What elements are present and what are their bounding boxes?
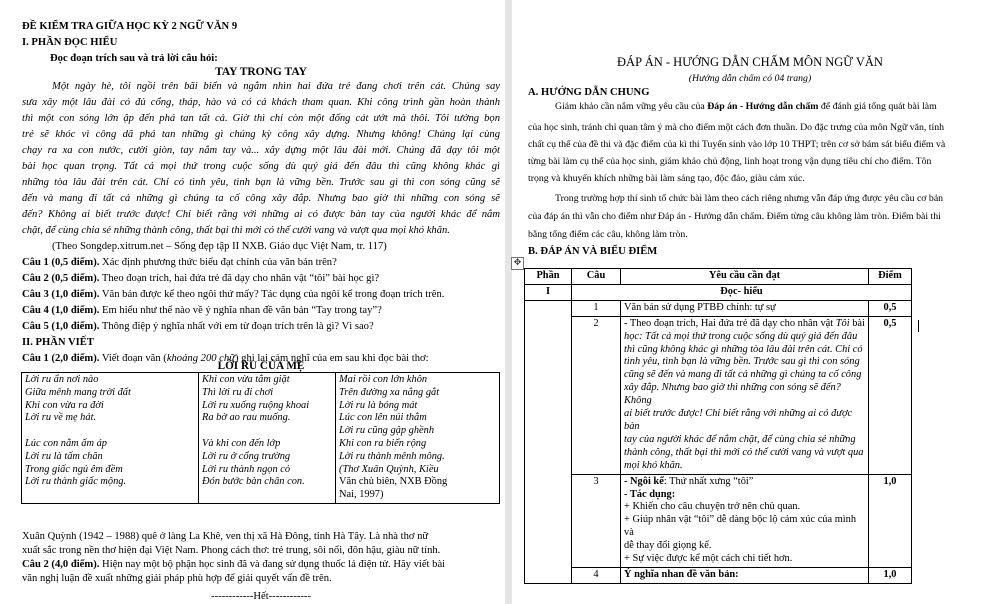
table-row [525,567,912,583]
table-header-row [525,269,912,285]
answer-title: ĐÁP ÁN - HƯỚNG DẪN CHẤM MÔN NGỮ VĂN [617,55,883,69]
header-requirement: Yêu cầu cần đạt [621,269,869,285]
question-number: 2 [572,316,621,474]
score-cell: 0,5 [869,300,912,316]
header-score: Điểm [869,269,912,285]
passage-line: sưa xây một lâu đài có đủ cổng, tháp, hào và có cả khách tham quan. Khi công trình gần hoàn thành [22,97,500,108]
poem-column-3: Mai rồi con lớn khôn Trên đường xa nắng gắt Lời ru là bóng mát Lúc con lên núi thẳm Lời ru cũng gập ghềnh Khi con ra biển rộng Lời ru thành mênh mông. (Thơ Xuân Quỳnh, Kiều Văn chủ biên, NXB Đồng Nai, 1997) [336,373,500,504]
writing-question-2: Câu 2 (4,0 điểm). Hiện nay một bộ phận học sinh đã và đang sử dụng thuốc lá điện tử. Hãy viết bài [22,559,446,570]
header-part: Phần [525,269,572,285]
score-cell: 1,0 [869,567,912,583]
poem-column-1: Lời ru ẩn nơi nào Giữa mênh mang trời đất Khi con vừa ra đời Lời ru về mẹ hát. Lúc con nằm ấm áp Lời ru là tấm chăn Trong giấc ngủ êm đềm Lời ru thành giấc mộng. [22,373,199,504]
guidance-line: trọng và khuyến khích những bài làm sáng tạo, độc đáo, giàu cảm xúc. [528,173,805,184]
author-note: Xuân Quỳnh (1942 – 1988) quê ở làng La Khê, ven thị xã Hà Đông, tỉnh Hà Tây. Là nhà thơ nữ [22,531,429,542]
guidance-line: chất cụ thể của đề thi và đặc điểm của kì thi Tuyển sinh vào lớp 10 THPT; trên cơ sở bám sát biểu điểm và [528,139,946,150]
requirement-cell: Văn bản sử dụng PTBĐ chính: tự sự [621,300,869,316]
question-number: 3 [572,474,621,567]
header-question: Câu [572,269,621,285]
table-row [525,300,912,316]
section-a-heading: A. HƯỚNG DẪN CHUNG [528,87,650,98]
passage-line: trẻ sẽ khóc vì công dã phá tan những gì chúng kỳ công xây dựng. Nhưng không! Chúng lại cùng [22,129,500,140]
answer-subtitle: (Hướng dẫn chấm có 04 trang) [688,73,812,84]
guidance-line: Trong trường hợp thí sinh tổ chức bài làm theo cách riêng nhưng vẫn đáp ứng được yêu cầu cơ bản [555,193,944,204]
passage-source: (Theo Songdep.xitrum.net – Sống đẹp tập II NXB. Giáo dục Việt Nam, tr. 117) [52,241,387,252]
passage-line: thì một con sóng lớn ập đến phá tan tất cả. Giờ thì chỉ còn một đống cát ướt mà thôi. Tôi tưởng bọn [22,113,500,124]
section-b-heading: B. ĐÁP ÁN VÀ BIỂU ĐIỂM [528,246,658,257]
table-row [525,316,912,474]
table-row [525,284,912,300]
section-reading-heading: I. PHẦN ĐỌC HIỂU [22,37,118,48]
guidance-line: của đáp án thì vẫn cho điểm như Đáp án - Hướng dẫn chấm. Điểm từng câu không làm tròn. Điểm bài thi [528,211,941,222]
requirement-cell: Ý nghĩa nhan đề văn bản: [621,567,869,583]
text-cursor [918,320,919,332]
exam-title: ĐỀ KIỂM TRA GIỮA HỌC KỲ 2 NGỮ VĂN 9 [22,21,238,32]
page-gap [505,0,512,604]
requirement-cell: - Ngôi kể: Thứ nhất xưng “tôi” - Tác dụng: + Khiến cho câu chuyện trở nên chủ quan. + Giúp nhân vật “tôi” dễ dàng bộc lộ cảm xúc của mình và dễ thay đổi giọng kể. + Sự việc được kể một cách chi tiết hơn. [621,474,869,567]
guidance-line: từng bài làm cụ thể của học sinh, giám khảo chủ động, linh hoạt trong vận dụng tiêu chí cho điểm. Tôn [528,156,932,167]
passage-line: Một ngày hè, tôi ngồi trên bãi biển và ngắm nhìn hai đứa trẻ đang chơi trên cát. Chúng say [52,81,500,92]
reading-instruction: Đọc đoạn trích sau và trả lời câu hỏi: [50,53,218,64]
question-number: 1 [572,300,621,316]
passage-line: bài học quan trọng. Tất cả mọi thứ trong cuộc sống dù quý giá đến đâu thì cũng không khác gì [22,161,500,172]
passage-line: chặt, để cùng chia sẻ những thành công, thất bại thì mới có thể cười vang và vượt qua mọi khó khăn. [22,225,450,236]
end-marker: ------------Hết------------ [211,591,311,602]
score-cell: 0,5 [869,316,912,474]
poem-title: LỜI RU CỦA MẸ [217,360,305,372]
answer-table [524,268,912,584]
passage-line: những tòa lâu đài trên cát. Chỉ có tình yêu, tình bạn là vững bền. Trước sau gì thì con sóng cũng sẽ [22,177,500,188]
question-item: Câu 4 (1,0 điểm). Em hiểu như thế nào về ý nghĩa nhan đề văn bản “Tay trong tay”? [22,305,382,316]
writing-question-2-cont: văn nghị luận đề xuất những giải pháp phù hợp để giải quyết vấn đề trên. [22,573,332,584]
guidance-line: của học sinh, tránh chỉ quan tâm ý mà cho điểm một cách đơn thuần. Do đặc trưng của môn Ngữ văn, tính [528,122,945,133]
question-item: Câu 5 (1,0 điểm). Thông điệp ý nghĩa nhất với em từ đoạn trích trên là gì? Vì sao? [22,321,374,332]
table-row [525,474,912,567]
score-cell: 1,0 [869,474,912,567]
table-move-handle-icon[interactable]: ✥ [511,257,524,270]
part-label: I [525,284,572,300]
poem-column-2: Khi con vừa tắm giặt Thì lời ru đi chơi Lời ru xuống ruộng khoai Ra bờ ao rau muống. Và khi con đến lớp Lời ru ở cổng trường Lời ru thành ngọn cỏ Đón bước bàn chân con. [199,373,336,504]
section-writing-heading: II. PHẦN VIẾT [22,337,94,348]
question-number: 4 [572,567,621,583]
passage-line: đến và mang đi tất cả những gì chúng ta cố công xây đắp. Nhưng bao giờ thì những con sóng sẽ [22,193,500,204]
guidance-line: Giám khảo cần nắm vững yêu cầu của Đáp án - Hướng dẫn chấm để đánh giá tổng quát bài làm [555,101,937,112]
author-note: xuất sắc trong nền thơ hiện đại Việt Nam. Phong cách thơ: trẻ trung, sôi nổi, đôn hậu, giàu nữ tính. [22,545,441,556]
passage-line: đến? Không ai biết trước được! Chỉ biết rằng với những ai có được bàn tay của người khác để nắm [22,209,500,220]
passage-line: chạy ra xa con nước, cười giòn, tay nắm tay và... xây dựng một lâu đài mới. Chúng đã dạy tôi một [22,145,500,156]
part-title: Đọc- hiểu [572,284,912,300]
writing-question-1: Câu 1 (2,0 điểm). Viết đoạn văn (khoảng 200 chữ) ghi lại cảm nghĩ của em sau khi đọc bài thơ: [22,353,429,364]
question-item: Câu 3 (1,0 điểm). Văn bản được kể theo ngôi thứ mấy? Tác dụng của ngôi kể trong đoạn trích trên. [22,289,445,300]
poem-table [21,372,500,504]
guidance-line: bằng tổng điểm các câu, không làm tròn. [528,229,688,240]
question-item: Câu 1 (0,5 điểm). Xác định phương thức biểu đạt chính của văn bản trên? [22,257,337,268]
story-title: TAY TRONG TAY [215,66,307,78]
question-item: Câu 2 (0,5 điểm). Theo đoạn trích, hai đứa trẻ đã dạy cho nhân vật “tôi” bài học gì? [22,273,380,284]
requirement-cell: - Theo đoạn trích, Hai đứa trẻ đã dạy cho nhân vật Tôi bài học: Tất cả mọi thứ trong cuộc sống dù quý giá đến đâu thì cũng không khác gì những tòa lâu đài trên cát. Chỉ có tình yêu, tình bạn là vững bền. Trước sau gì thì con sóng cũng sẽ đến và mang đi tất cả những gì chúng ta cố công xây đắp. Nhưng bao giờ thì những con sóng sẽ đến? Không ai biết trước được! Chỉ biết rằng với những ai có được bàn tay của người khác để nắm chặt, để cùng chia sẻ những thành công, thất bại thì mới có thể cười vang và vượt qua mọi khó khăn. [621,316,869,474]
